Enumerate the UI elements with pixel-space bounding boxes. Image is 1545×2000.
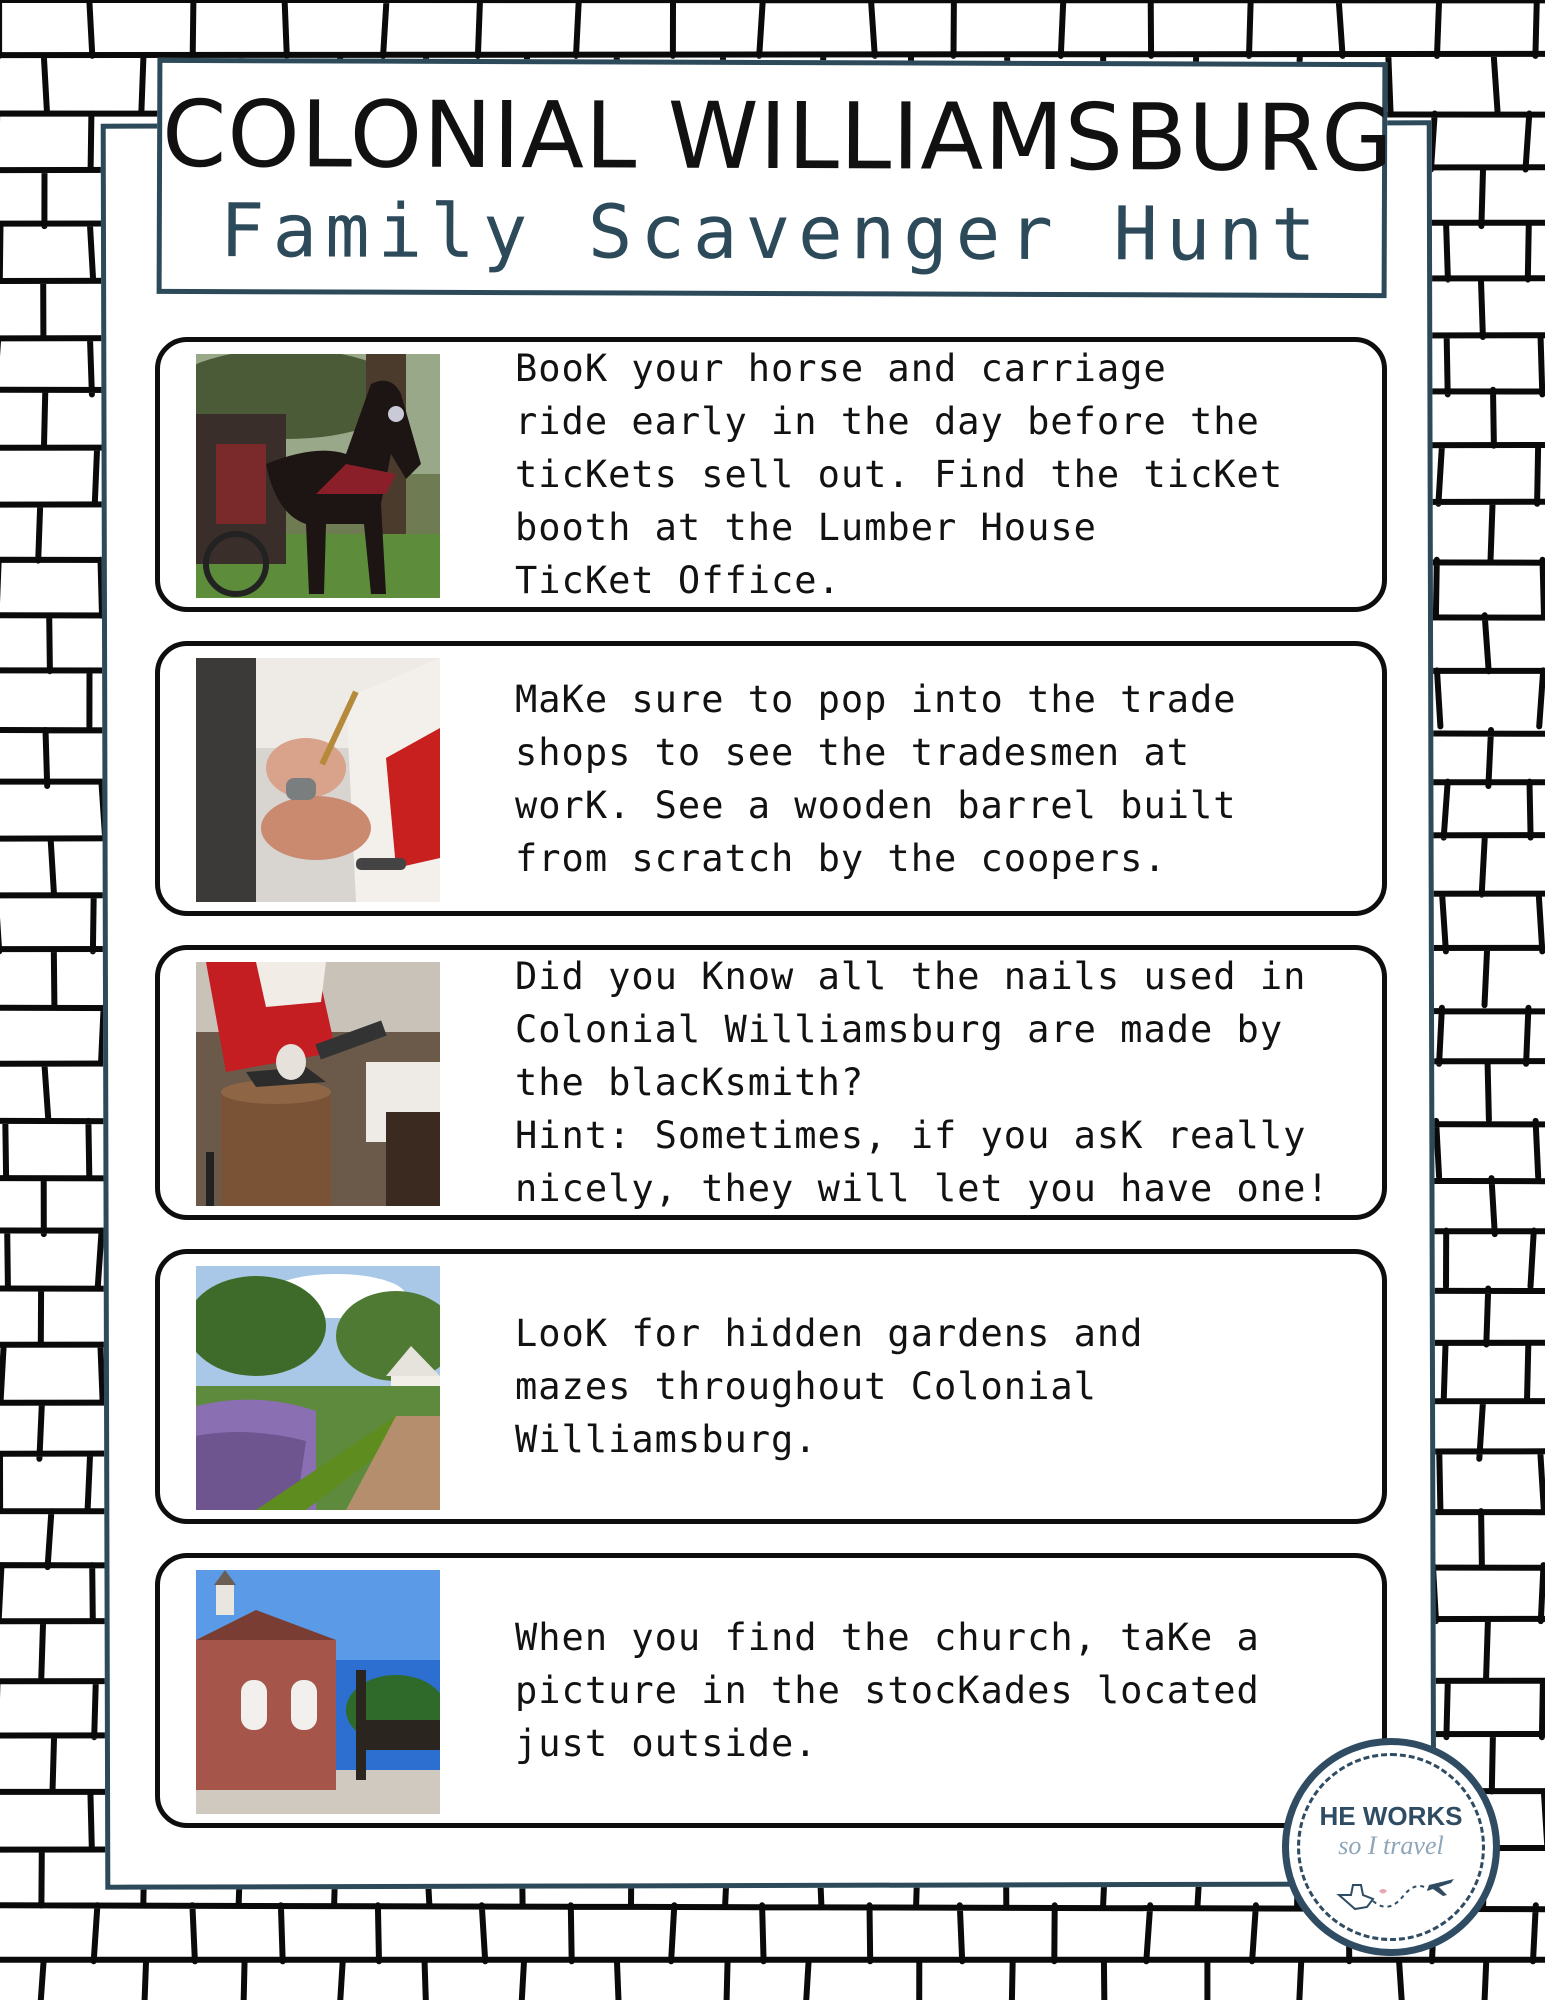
page-title: COLONIAL WILLIAMSBURG bbox=[161, 80, 1394, 193]
airplane-route-icon bbox=[1329, 1865, 1459, 1915]
scavenger-item-4 bbox=[155, 1249, 1387, 1524]
he-works-so-i-travel-logo bbox=[1282, 1738, 1500, 1956]
item-2-text: MaKe sure to pop into the trade shops to see the tradesmen at worK. See a wooden barrel built from scratch by the coopers. bbox=[515, 677, 1237, 880]
tradesman-photo bbox=[196, 658, 440, 902]
horse-carriage-photo bbox=[196, 354, 440, 598]
garden-photo bbox=[196, 1266, 440, 1510]
item-5-text: When you find the church, taKe a picture in the stocKades located just outside. bbox=[515, 1616, 1260, 1765]
scavenger-item-2 bbox=[155, 641, 1387, 916]
item-1-text: BooK your horse and carriage ride early in the day before the ticKets sell out. Find the ticKet booth at the Lumber House TicKet Office. bbox=[515, 347, 1284, 602]
logo-line2: so I travel bbox=[1338, 1831, 1444, 1860]
scavenger-item-5 bbox=[155, 1553, 1387, 1828]
blacksmith-photo bbox=[196, 962, 440, 1206]
item-3-text: Did you Know all the nails used in Colonial Williamsburg are made by the blacKsmith? Hint: Sometimes, if you asK really nicely, they will let you have one! bbox=[515, 955, 1330, 1210]
title-box bbox=[157, 58, 1394, 298]
page-subtitle: Family Scavenger Hunt bbox=[219, 188, 1324, 278]
church-stockade-photo bbox=[196, 1570, 440, 1814]
logo-line1: HE WORKS bbox=[1319, 1801, 1463, 1831]
scavenger-item-1 bbox=[155, 337, 1387, 612]
scavenger-item-3 bbox=[155, 945, 1387, 1220]
item-4-text: LooK for hidden gardens and mazes throughout Colonial Williamsburg. bbox=[515, 1312, 1144, 1461]
